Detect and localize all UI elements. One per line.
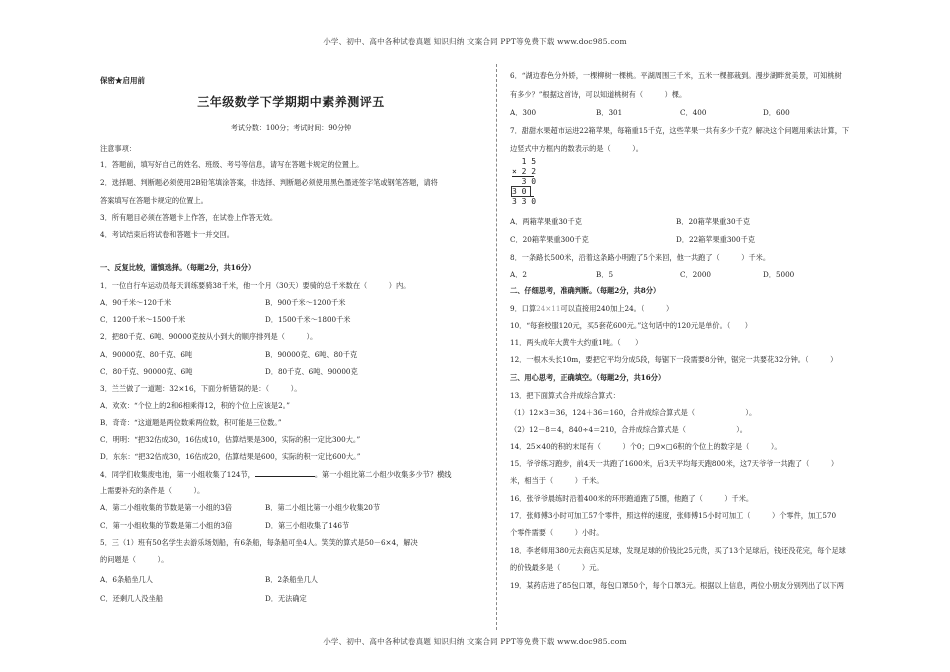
q1-option-d: D．1500千米～1800千米 [265,315,351,324]
section-1-heading: 一、反复比较，谨慎选择。（每题2分，共16分） [100,263,256,272]
question-13: 13．把下面算式合并成综合算式： [510,391,620,400]
exam-title: 三年级数学下学期期中素养测评五 [197,95,385,109]
page-footer: 小学、初中、高中各种试卷真题 知识归纳 文案合同 PPT等免费下载 www.doc985.com [323,637,627,646]
question-5-cont: 的问题是（ ）。 [100,555,169,564]
question-4-text-a: 4．同学们收集废电池，第一小组收集了124节， [100,470,255,479]
q4-option-a: A．第二小组收集的节数是第一小组的3倍 [100,503,232,512]
q2-option-c: C．80千克、90000克、6吨 [100,367,193,376]
question-9-text-b: 可以直接用240加上24。（ ） [560,304,674,313]
question-16: 16．张爷爷晨练时沿着400米的环形跑道跑了5圈，他跑了（ ）千米。 [510,494,754,503]
column-divider [496,64,497,630]
q2-option-d: D．80千克、6吨、90000克 [265,367,358,376]
question-13-part-1: （1）12×3＝36，124＋36＝160，合并成综合算式是（ ）。 [510,408,757,417]
q7-option-c: C．20箱苹果重300千克 [510,235,589,244]
question-6-cont: 有多少？”根据这首诗，可以知道桃树有（ ）棵。 [510,90,687,99]
question-1: 1．一位自行车运动员每天训练要骑38千米，他一个月（30天）要骑的总千米数在（ ）内。 [100,281,411,290]
q8-option-d: D．5000 [763,270,795,279]
question-10: 10．“每套校服120元，买5套花600元。”这句话中的120元是单价。（ ） [510,321,752,330]
calc-line-1: 1 5 [512,157,537,166]
question-4-cont: 上需要补充的条件是（ ）。 [100,486,205,495]
question-18-cont: 的价钱最多是（ ）元。 [510,563,604,572]
q3-option-a: A．欢欢：“个位上的2和6相乘得12，积的个位上应该是2。” [100,401,290,410]
question-15-cont: 米，相当于（ ）千米。 [510,476,604,485]
q6-option-a: A．300 [510,108,537,117]
q6-option-c: C．400 [680,108,707,117]
note-3: 3．所有题目必须在答题卡上作答，在试卷上作答无效。 [100,213,278,222]
question-3: 3．兰兰做了一道题：32×16，下面分析错误的是：（ ）。 [100,384,302,393]
q8-option-b: B．5 [596,270,614,279]
q3-option-d: D．东东：“把32估成30，16估成20，估算结果是600，实际的积一定比600大。” [100,452,361,461]
question-17-cont: 个零件需要（ ）小时。 [510,528,604,537]
q4-option-c: C．第一小组收集的节数是第二小组的3倍 [100,521,233,530]
page-header: 小学、初中、高中各种试卷真题 知识归纳 文案合同 PPT等免费下载 www.doc985.com [323,37,627,46]
q6-option-b: B．301 [596,108,623,117]
q1-option-b: B．900千米～1200千米 [265,298,346,307]
question-18: 18．李老师用380元去商店买足球，发现足球的价钱比25元贵，买了13个足球后，钱还没花完，每个足球 [510,546,846,555]
q8-option-a: A．2 [510,270,527,279]
question-4-text-b: 。第一小组比第二小组少收集多少节？横线 [314,470,452,479]
q7-option-d: D．22箱苹果重300千克 [676,235,755,244]
note-4: 4．考试结束后将试卷和答题卡一并交回。 [100,230,234,239]
q5-option-d: D．无法确定 [265,594,307,603]
confidential-label: 保密★启用前 [100,76,145,85]
question-7-cont: 边竖式中方框内的数表示的是（ ）。 [510,144,643,153]
q8-option-c: C．2000 [680,270,711,279]
section-2-heading: 二、仔细思考，准确判断。（每题2分，共8分） [510,286,661,295]
question-11: 11．两头成年大黄牛大约重1吨。（ ） [510,338,643,347]
q1-option-a: A．90千米～120千米 [100,298,172,307]
question-2: 2．把80千克、6吨、90000克按从小到大的顺序排列是（ ）。 [100,332,318,341]
section-3-heading: 三、用心思考，正确填空。（每题2分，共16分） [510,373,666,382]
q3-option-c: C．明明：“把32估成30，16估成10，估算结果是300，实际的积一定比300大。” [100,435,361,444]
question-12: 12．一根木头长10m，要把它平均分成5段，每锯下一段需要8分钟，锯完一共要花32分钟。（ ） [510,355,838,364]
q2-option-b: B．90000克、6吨、80千克 [265,350,358,359]
q6-option-d: D．600 [763,108,790,117]
question-8: 8．一条路长500米，沿着这条路小明跑了5个来回，他一共跑了（ ）千米。 [510,253,771,262]
notes-title: 注意事项： [100,144,136,153]
vertical-multiplication [512,157,536,207]
question-14: 14．25×40的积的末尾有（ ）个0；□9×□6积的个位上的数字是（ ）。 [510,442,782,451]
calc-line-2: × 2 2 [512,166,537,176]
question-9 [510,304,673,314]
question-9-text-a: 9．口算 [510,304,537,313]
calc-line-4: 3 0 [512,186,537,196]
question-7: 7．甜甜水果超市运进22箱苹果，每箱重15千克，这些苹果一共有多少千克？解决这个问题用乘法计算，下 [510,126,850,135]
question-6: 6．“湖边春色分外娇，一棵柳树一棵桃。平湖周围三千米，五米一棵都栽到。漫步湖畔赏美景，可知桃树 [510,71,842,80]
q2-option-a: A．90000克、80千克、6吨 [100,350,193,359]
calc-line-5: 3 3 0 [512,197,537,206]
q5-option-b: B．2条船坐几人 [265,575,318,584]
q7-option-b: B．20箱苹果重30千克 [676,217,750,226]
question-9-expression: 24×11 [536,304,561,313]
note-2: 2．选择题、判断题必须使用2B铅笔填涂答案，非选择、判断题必须使用黑色墨迹签字笔或钢笔答题，请将 [100,178,438,187]
question-5: 5．三（1）班有50名学生去游乐场划船，有6条船，每条船可坐4人。笑笑的算式是50－6×4，解决 [100,538,418,547]
question-19: 19．某药店进了85包口罩，每包口罩50个，每个口罩3元。根据以上信息，两位小朋友分别列出了以下两 [510,581,844,590]
q4-option-d: D．第三小组收集了146节 [265,521,350,530]
note-1: 1．答题前，填写好自己的姓名、班级、考号等信息，请写在答题卡规定的位置上。 [100,160,364,169]
q3-option-b: B．奇奇：“这道题是两位数乘两位数，积可能是三位数。” [100,418,282,427]
q5-option-a: A．6条船坐几人 [100,575,153,584]
question-13-part-2: （2）12－8＝4，840÷4＝210，合并成综合算式是（ ）。 [510,425,747,434]
question-17: 17．张师傅3小时可加工57个零件，照这样的速度，张师傅15小时可加工（ ）个零件，加工570 [510,511,837,520]
q4-option-b: B．第二小组比第一小组少收集20节 [265,503,381,512]
note-2-cont: 答案填写在答题卡规定的位置上。 [100,196,208,205]
q1-option-c: C．1200千米～1500千米 [100,315,186,324]
q5-option-c: C．还剩几人没坐船 [100,594,164,603]
question-4 [100,469,451,480]
q7-option-a: A．两箱苹果重30千克 [510,217,582,226]
question-15: 15．爷爷练习跑步，前4天一共跑了1600米，后3天平均每天跑800米，这7天爷爷一共跑了（ ） [510,459,839,468]
calc-line-3: 3 0 [512,177,537,186]
exam-info: 考试分数：100分；考试时间：90分钟 [230,124,352,132]
question-4-blank [255,469,315,477]
